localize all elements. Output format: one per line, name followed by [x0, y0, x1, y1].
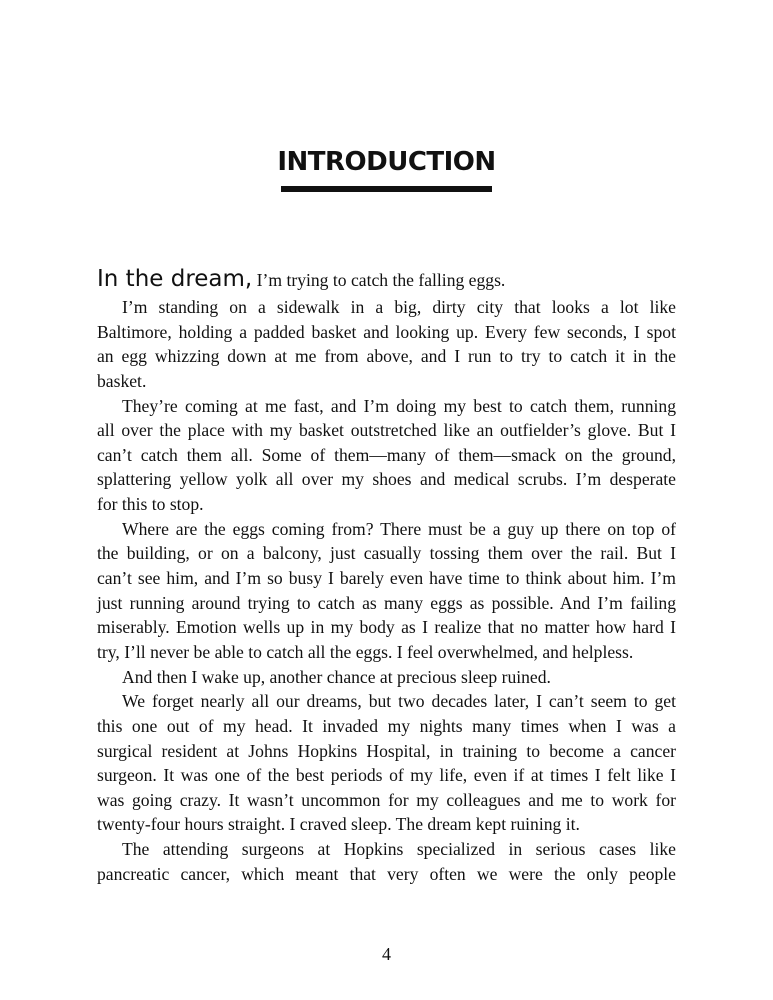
- chapter-heading: [0, 145, 773, 179]
- text-line: splattering yellow yolk all over my shoes and medical scrubs. I’m desperate: [97, 469, 676, 490]
- text-line: Where are the eggs coming from? There must be a guy up there on top of: [122, 518, 676, 539]
- text-line: surgeon. It was one of the best periods of my life, even if at times I felt like I: [97, 765, 676, 786]
- text-line: an egg whizzing down at me from above, and I run to try to catch it in the: [97, 346, 676, 367]
- text-line: all over the place with my basket outstretched like an outfielder’s glove. But I: [97, 420, 676, 441]
- text-line: try, I’ll never be able to catch all the eggs. I feel overwhelmed, and helpless.: [97, 641, 634, 662]
- text-line: the building, or on a balcony, just casually tossing them over the rail. But I: [97, 543, 676, 564]
- body-text: [97, 264, 676, 886]
- text-line: twenty-four hours straight. I craved sleep. The dream kept ruining it.: [97, 814, 580, 835]
- text-line: miserably. Emotion wells up in my body as I realize that no matter how hard I: [97, 617, 676, 638]
- chapter-title: INTRODUCTION: [277, 147, 496, 177]
- text-line: pancreatic cancer, which meant that very often we were the only people: [97, 863, 676, 884]
- lead-in: In the dream,: [97, 266, 253, 292]
- heading-rule: [281, 186, 492, 192]
- text-lines: [97, 295, 676, 886]
- text-line: And then I wake up, another chance at precious sleep ruined.: [122, 666, 551, 687]
- text-line: The attending surgeons at Hopkins specialized in serious cases like: [122, 839, 676, 860]
- text-line: We forget nearly all our dreams, but two decades later, I can’t seem to get: [122, 691, 676, 712]
- text-line: can’t catch them all. Some of them—many of them—smack on the ground,: [97, 444, 676, 465]
- text-line: this one out of my head. It invaded my nights many times when I was a: [97, 715, 676, 736]
- text-line: can’t see him, and I’m so busy I barely even have time to think about him. I’m: [97, 568, 676, 589]
- opening-line-rest: I’m trying to catch the falling eggs.: [252, 270, 506, 290]
- text-line: Baltimore, holding a padded basket and looking up. Every few seconds, I spot: [97, 321, 676, 342]
- text-line: for this to stop.: [97, 494, 204, 515]
- text-line: was going crazy. It wasn’t uncommon for my colleagues and me to work for: [97, 789, 676, 810]
- text-line: just running around trying to catch as many eggs as possible. And I’m failing: [97, 592, 676, 613]
- opening-line: [97, 264, 676, 294]
- text-line: surgical resident at Johns Hopkins Hospital, in training to become a cancer: [97, 740, 676, 761]
- text-line: They’re coming at me fast, and I’m doing my best to catch them, running: [122, 395, 676, 416]
- text-line: I’m standing on a sidewalk in a big, dirty city that looks a lot like: [122, 297, 676, 317]
- text-line: basket.: [97, 370, 147, 391]
- page-number: 4: [382, 944, 391, 964]
